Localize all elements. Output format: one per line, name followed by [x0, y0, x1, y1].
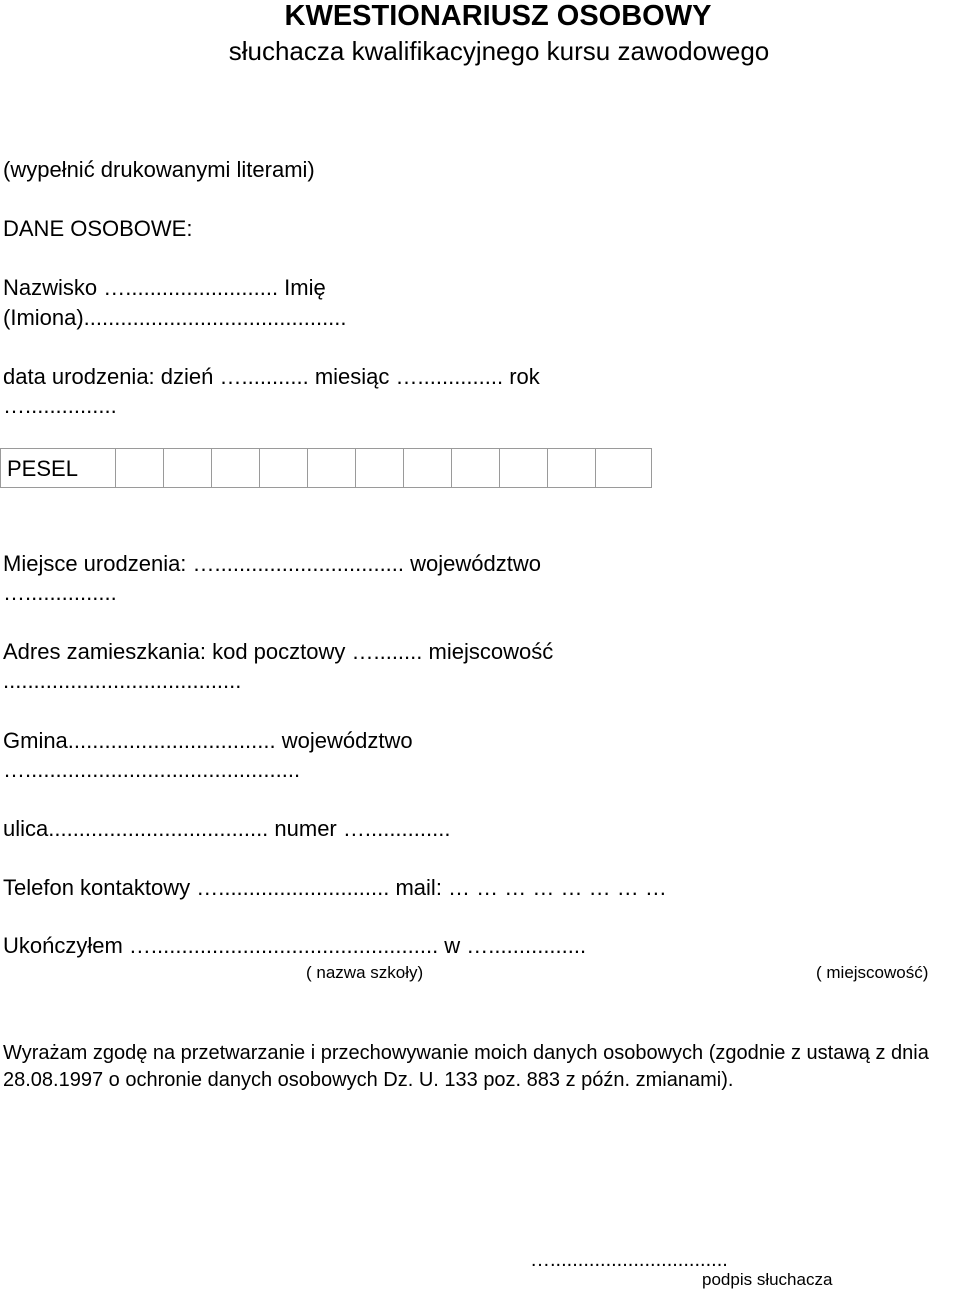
phone-mail-field-line: Telefon kontaktowy …............................ mail: … … … … … … … … — [3, 875, 667, 900]
birth-date-field-line: data urodzenia: dzień …........... miesiąc ….............. rok — [3, 364, 540, 389]
pesel-digit-box — [164, 449, 212, 487]
pesel-digit-box — [500, 449, 548, 487]
school-field-line: Ukończyłem …............................................... w …................ — [3, 933, 587, 958]
pesel-digit-box — [452, 449, 500, 487]
pesel-digit-box — [356, 449, 404, 487]
signature-line: …................................ — [530, 1249, 728, 1271]
pesel-digit-box — [404, 449, 452, 487]
pesel-label: PESEL — [1, 449, 116, 487]
section-title: DANE OSOBOWE: — [3, 216, 193, 241]
school-place-caption: ( miejscowość) — [816, 963, 929, 982]
instructions-text: (wypełnić drukowanymi literami) — [3, 157, 315, 182]
name-field-line: Nazwisko …......................... Imię — [3, 275, 326, 300]
pesel-grid — [0, 448, 652, 488]
gmina-province-line: …............................................. — [3, 757, 301, 782]
gmina-field-line: Gmina.................................. województwo — [3, 728, 413, 753]
pesel-digit-box — [548, 449, 596, 487]
birth-year-field-line: …............... — [3, 393, 117, 418]
birthplace-province-line: …............... — [3, 580, 117, 605]
first-names-field-line: (Imiona)........................................... — [3, 305, 347, 330]
pesel-digit-box — [308, 449, 356, 487]
document-title: KWESTIONARIUSZ OSOBOWY — [284, 0, 712, 32]
consent-statement: Wyrażam zgodę na przetwarzanie i przechowywanie moich danych osobowych (zgodnie z ustawą z dnia 28.08.1997 o ochronie danych osobowych Dz. U. 133 poz. 883 z późn. zmianami). — [3, 1042, 929, 1091]
address-field-line: Adres zamieszkania: kod pocztowy …........ miejscowość — [3, 639, 554, 664]
school-name-caption: ( nazwa szkoły) — [306, 963, 424, 982]
pesel-digit-box — [260, 449, 308, 487]
signature-caption: podpis słuchacza — [702, 1270, 833, 1289]
birthplace-field-line: Miejsce urodzenia: …............................... województwo — [3, 551, 541, 576]
street-field-line: ulica.................................... numer ….............. — [3, 816, 451, 841]
pesel-digit-box — [596, 449, 651, 487]
pesel-digit-box — [116, 449, 164, 487]
pesel-digit-box — [212, 449, 260, 487]
address-town-line: ....................................... — [3, 668, 242, 693]
document-subtitle: słuchacza kwalifikacyjnego kursu zawodowego — [228, 36, 770, 66]
